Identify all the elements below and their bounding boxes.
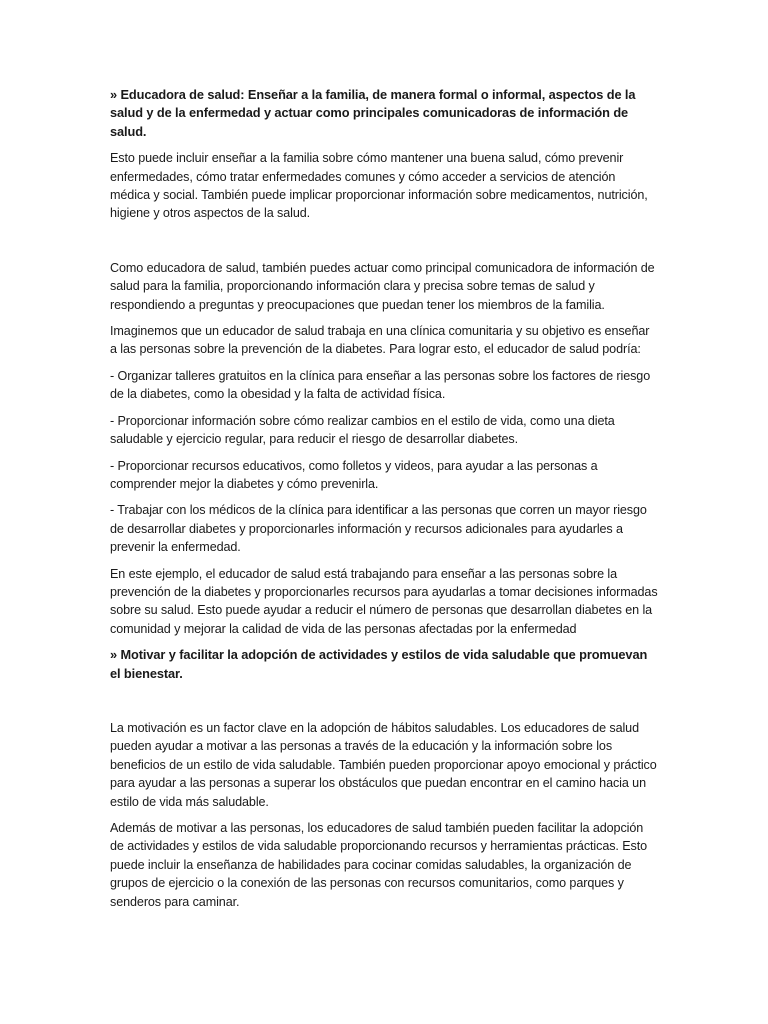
paragraph-comunicadora: Como educadora de salud, también puedes actuar como principal comunicadora de información de salud para la familia, proporcionando información clara y precisa sobre temas de salud y respondiendo a preguntas y preocupaciones que puedan tener los miembros de la familia. [110, 260, 655, 312]
section-heading-educadora: » Educadora de salud: Enseñar a la familia, de manera formal o informal, aspectos de la salud y de la enfermedad y actuar como principales comunicadoras de información de salud. [110, 87, 636, 139]
paragraph-ensenar-familia: Esto puede incluir enseñar a la familia sobre cómo mantener una buena salud, cómo prevenir enfermedades, cómo tratar enfermedades comunes y cómo acceder a servicios de atención médica y social. También puede implicar proporcionar información sobre medicamentos, nutrición, higiene y otros aspectos de la salud. [110, 151, 648, 221]
list-item-estilo-vida: - Proporcionar información sobre cómo realizar cambios en el estilo de vida, como una dieta saludable y ejercicio regular, para reducir el riesgo de desarrollar diabetes. [110, 413, 615, 447]
paragraph-conclusion-ejemplo: En este ejemplo, el educador de salud está trabajando para enseñar a las personas sobre la prevención de la diabetes y proporcionarles recursos para ayudarlas a tomar decisiones informadas sobre su salud. Esto puede ayudar a reducir el número de personas que desarrollan diabetes en la comunidad y mejorar la calidad de vida de las personas afectadas por la enfermedad [110, 566, 658, 636]
paragraph-ejemplo-clinica: Imaginemos que un educador de salud trabaja en una clínica comunitaria y su objetivo es enseñar a las personas sobre la prevención de la diabetes. Para lograr esto, el educador de salud podría: [110, 324, 650, 357]
paragraph-motivacion: La motivación es un factor clave en la adopción de hábitos saludables. Los educadores de salud pueden ayudar a motivar a las personas a través de la educación y la información sobre los beneficios de un estilo de vida saludable. También pueden proporcionar apoyo emocional y práctico para ayudar a las personas a superar los obstáculos que puedan encontrar en el camino hacia un estilo de vida más saludable. [110, 720, 657, 809]
list-item-medicos: - Trabajar con los médicos de la clínica para identificar a las personas que corren un mayor riesgo de desarrollar diabetes y proporcionarles información y recursos adicionales para ayudarles a prevenir la enfermedad. [110, 503, 647, 555]
list-item-recursos: - Proporcionar recursos educativos, como folletos y videos, para ayudar a las personas a comprender mejor la diabetes y cómo prevenirla. [110, 458, 598, 491]
document-page [110, 86, 658, 911]
paragraph-facilitar: Además de motivar a las personas, los educadores de salud también pueden facilitar la adopción de actividades y estilos de vida saludable proporcionando recursos y herramientas prácticas. Esto puede incluir la enseñanza de habilidades para cocinar comidas saludables, la organización de grupos de ejercicio o la conexión de las personas con recursos comunitarios, como parques y senderos para caminar. [110, 821, 648, 909]
list-item-talleres: - Organizar talleres gratuitos en la clínica para enseñar a las personas sobre los factores de riesgo de la diabetes, como la obesidad y la falta de actividad física. [110, 368, 651, 402]
section-heading-motivar: » Motivar y facilitar la adopción de actividades y estilos de vida saludable que promuevan el bienestar. [110, 647, 648, 681]
